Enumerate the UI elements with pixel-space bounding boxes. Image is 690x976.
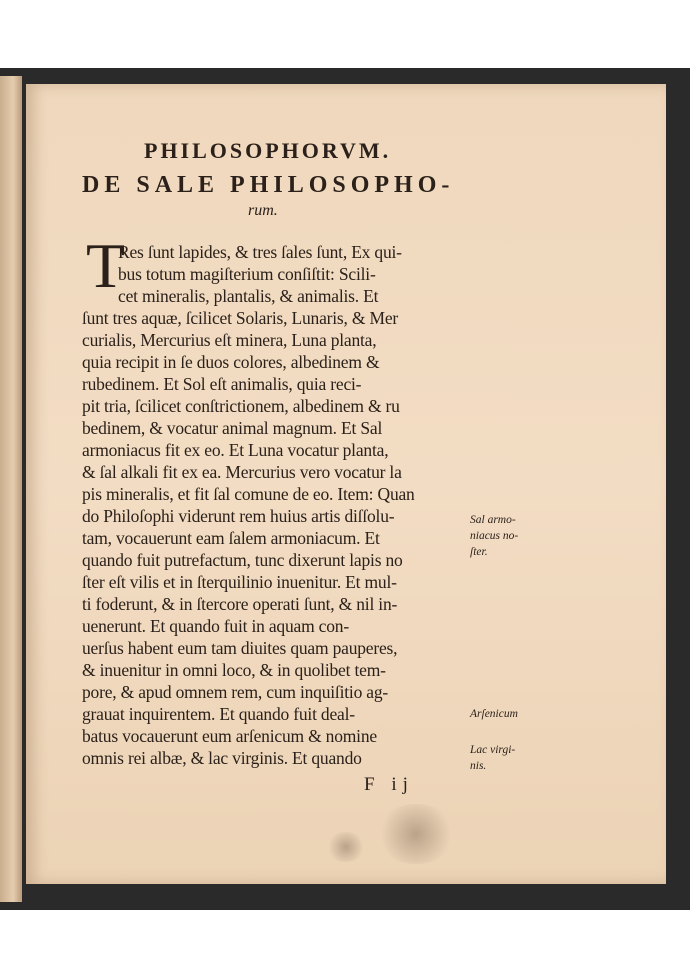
text-line: bedinem, & vocatur animal magnum. Et Sal: [82, 418, 383, 438]
text-line: curialis, Mercurius eſt minera, Luna planta,: [82, 330, 377, 350]
section-title: DE SALE PHILOSOPHO-: [82, 172, 455, 198]
text-line: & ſal alkali fit ex ea. Mercurius vero vocatur la: [82, 462, 402, 482]
running-head: PHILOSOPHORVM.: [144, 138, 392, 163]
text-line: tam, vocauerunt eam ſalem armoniacum. Et: [82, 528, 380, 548]
margin-note: Lac virgi-: [470, 744, 516, 756]
text-line: grauat inquirentem. Et quando fuit deal-: [82, 704, 355, 724]
text-line: armoniacus fit ex eo. Et Luna vocatur planta,: [82, 440, 389, 460]
text-line: quando fuit putrefactum, tunc dixerunt lapis no: [82, 550, 403, 570]
drop-initial: T: [86, 230, 126, 301]
text-line: rubedinem. Et Sol eſt animalis, quia reci-: [82, 374, 362, 394]
margin-note: Sal armo-: [470, 514, 516, 526]
book-page: [26, 84, 666, 884]
paper-stain: [376, 804, 456, 864]
margin-note: nis.: [470, 760, 487, 772]
paper-stain: [326, 832, 366, 862]
text-line: uerſus habent eum tam diuites quam pauperes,: [82, 638, 398, 658]
margin-note: niacus no-: [470, 530, 519, 542]
text-line: & inuenitur in omni loco, & in quolibet tem-: [82, 660, 386, 680]
facing-page-edge: [0, 76, 22, 902]
margin-note: Arſenicum: [470, 708, 518, 720]
text-line: pore, & apud omnem rem, cum inquiſitio ag-: [82, 682, 389, 702]
text-line: cet mineralis, plantalis, & animalis. Et: [118, 286, 379, 306]
text-line: ti foderunt, & in ſtercore operati ſunt, & nil in-: [82, 594, 398, 614]
text-line: ſter eſt vilis et in ſterquilinio inuenitur. Et mul-: [82, 572, 397, 592]
margin-note: ſter.: [470, 546, 488, 558]
text-line: do Philoſophi viderunt rem huius artis diſſolu-: [82, 506, 395, 526]
text-line: Res ſunt lapides, & tres ſales ſunt, Ex qui-: [118, 242, 402, 262]
text-line: uenerunt. Et quando fuit in aquam con-: [82, 616, 349, 636]
text-line: ſunt tres aquæ, ſcilicet Solaris, Lunaris, & Mer: [82, 308, 399, 328]
text-line: bus totum magiſterium conſiſtit: Scili-: [118, 264, 376, 284]
text-line: pit tria, ſcilicet conſtrictionem, albedinem & ru: [82, 396, 400, 416]
text-line: batus vocauerunt eum arſenicum & nomine: [82, 726, 377, 746]
signature-mark: F ij: [364, 774, 414, 795]
text-line: pis mineralis, et fit ſal comune de eo. Item: Quan: [82, 484, 415, 504]
section-title-continuation: rum.: [248, 202, 278, 219]
text-line: omnis rei albæ, & lac virginis. Et quando: [82, 748, 362, 768]
text-line: quia recipit in ſe duos colores, albedinem &: [82, 352, 380, 372]
